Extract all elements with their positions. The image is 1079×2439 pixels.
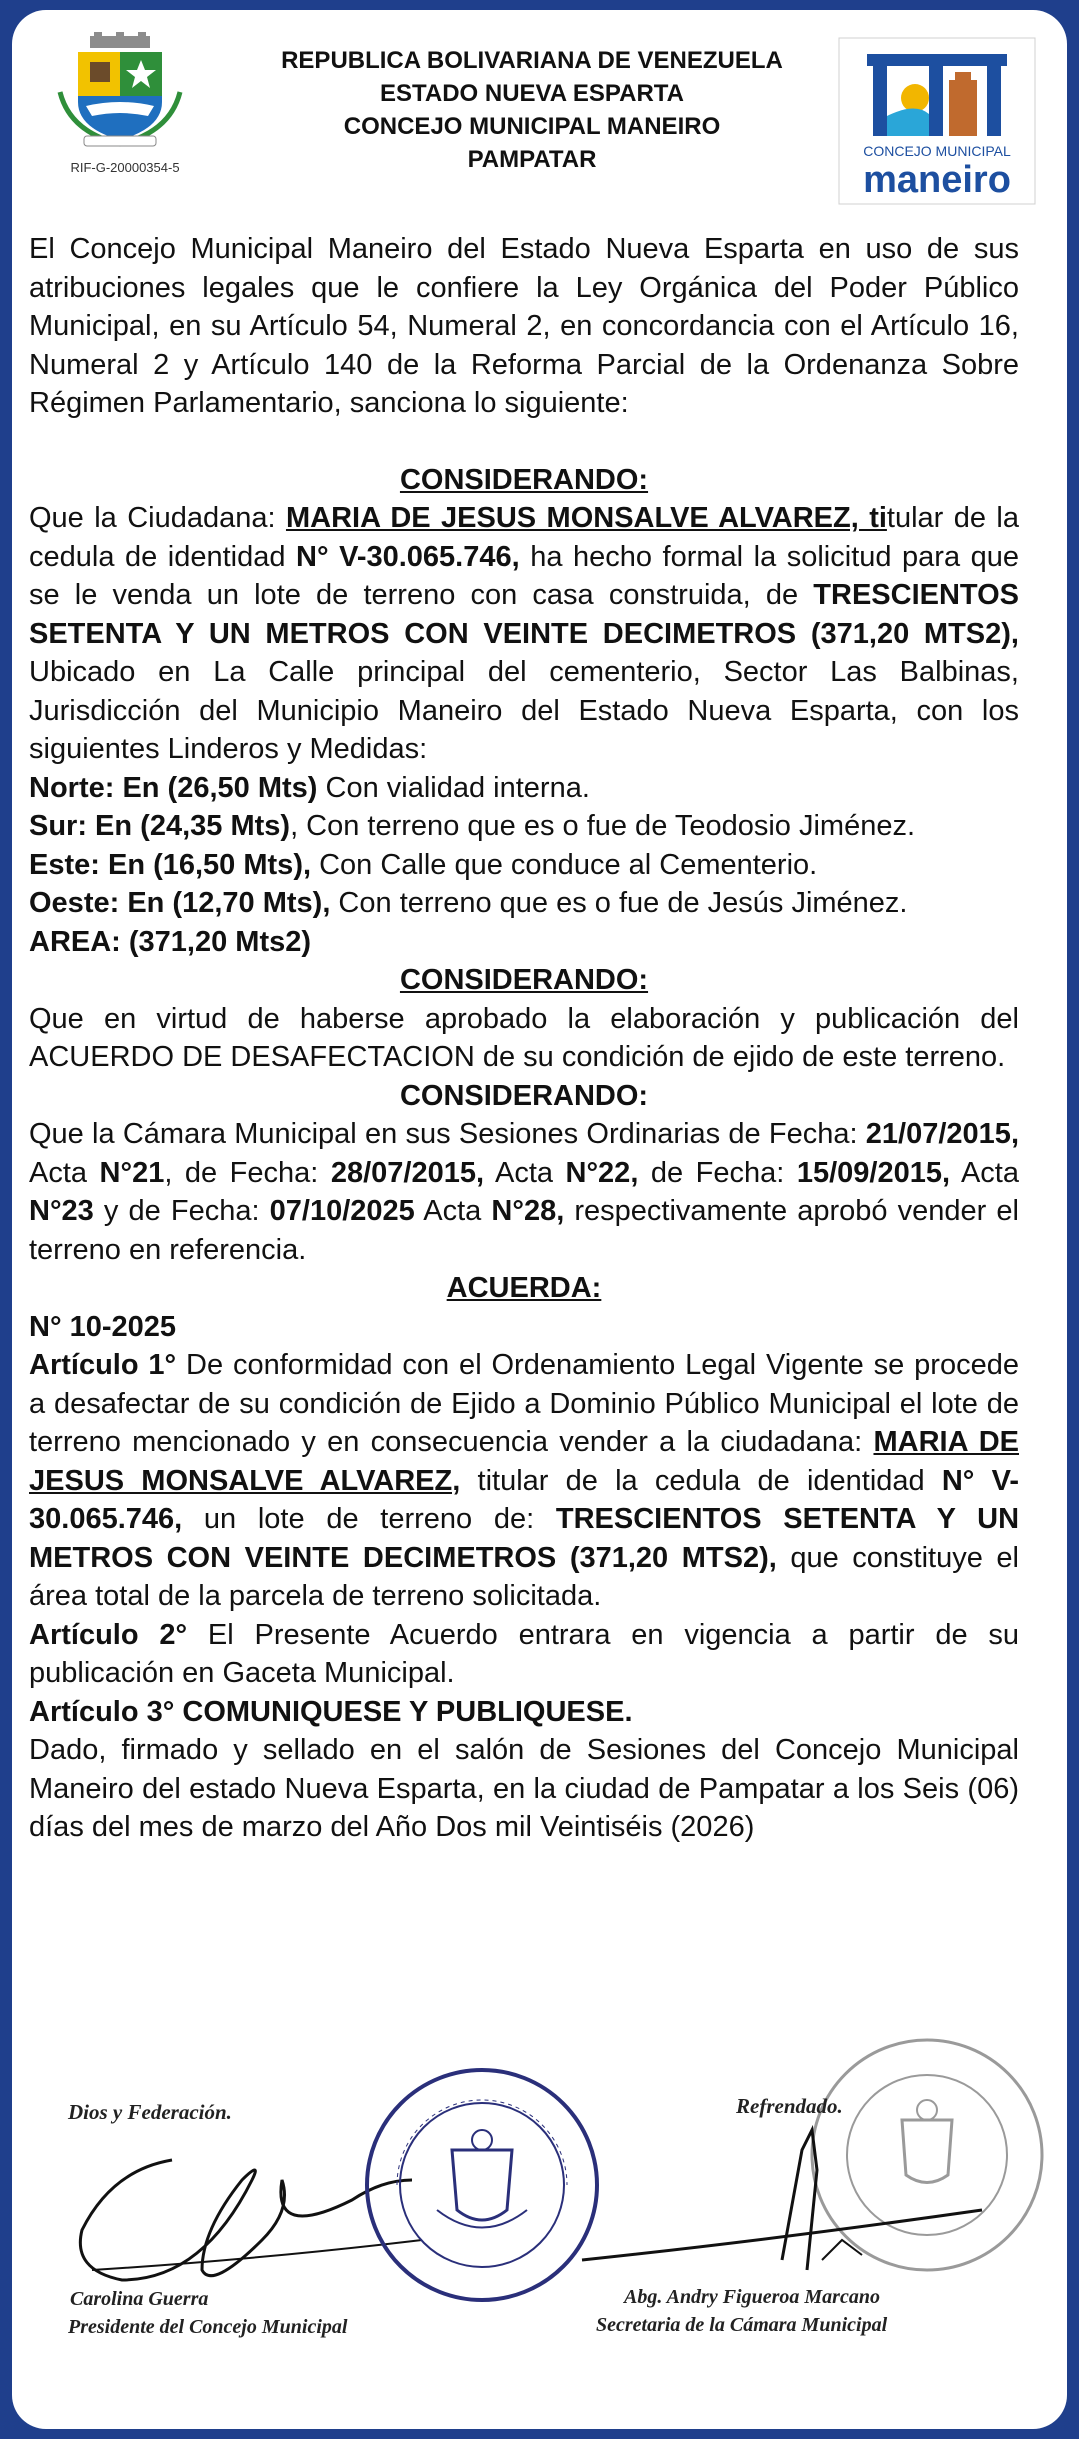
applicant-id: N° V-30.065.746, [296,540,520,573]
document-body [29,230,1019,1847]
header-line-1: REPUBLICA BOLIVARIANA DE VENEZUELA [281,47,783,74]
document-page [12,10,1067,2429]
boundary-este: Este: En (16,50 Mts), Con Calle que conduce al Cementerio. [29,848,818,881]
articulo-2: Artículo 2° El Presente Acuerdo entrara en vigencia a partir de su publicación en Gaceta Municipal. [29,1618,1020,1689]
signature-block [12,2010,1067,2429]
right-signature-icon [572,2110,992,2310]
considerando-2-title: CONSIDERANDO: [399,964,649,996]
closing-paragraph: Dado, firmado y sellado en el salón de Sesiones del Concejo Municipal Maneiro del estado Nueva Esparta, en la ciudad de Pampatar a los Seis (06) días del mes de marzo del Año Dos mil Veintiséis (2026) [29,1734,1019,1843]
rif-number: RIF-G-20000354-5 [70,160,180,175]
considerando-3-title: CONSIDERANDO: [399,1079,649,1112]
letterhead-title [252,44,812,176]
articulo-1: Artículo 1° De conformidad con el Ordenamiento Legal Vigente se procede a desafectar de su condición de Ejido a Dominio Público Municipal el lote de terreno mencionado y en consecuencia vender a la ciudadana: MARIA DE JESUS MONSALVE ALVAREZ, titular de la cedula de identidad N° V-30.065.746, un lote de terreno de: TRESCIENTOS SETENTA Y UN METROS CON VEINTE DECIMETROS (371,20 MTS2), que constituye el área total de la parcela de terreno solicitada. [29,1349,1020,1612]
municipal-crest-icon [50,32,190,152]
concejo-maneiro-logo [837,36,1037,206]
boundary-sur: Sur: En (24,35 Mts), Con terreno que es o fue de Teodosio Jiménez. [29,810,916,842]
considerando-3-paragraph: Que la Cámara Municipal en sus Sesiones Ordinarias de Fecha: 21/07/2015, Acta N°21, de Fecha: 28/07/2015, Acta N°22, de Fecha: 15/09/2015, Acta N°23 y de Fecha: 07/10/2025 Acta N°28, respectivamente aprobó vender el terreno en referencia. [29,1118,1019,1266]
area-in-words: TRESCIENTOS SETENTA Y UN METROS CON VEINTE DECIMETROS (371,20 MTS2), [29,579,1019,650]
total-area: AREA: (371,20 Mts2) [29,925,312,958]
right-signer-name: Abg. Andry Figueroa Marcano [624,2286,880,2308]
header-line-3: CONCEJO MUNICIPAL MANEIRO [343,113,721,140]
logo-big-text: maneiro [863,159,1011,201]
letterhead [12,10,1067,220]
applicant-name: MARIA DE JESUS MONSALVE ALVAREZ, ti [285,502,887,534]
header-line-4: PAMPATAR [467,146,597,173]
logo-small-text: CONCEJO MUNICIPAL [863,143,1011,159]
left-motto: Dios y Federación. [68,2100,232,2124]
boundary-oeste: Oeste: En (12,70 Mts), Con terreno que es o fue de Jesús Jiménez. [29,887,908,919]
left-signer-name: Carolina Guerra [70,2288,209,2310]
left-signer-role: Presidente del Concejo Municipal [68,2316,348,2338]
right-motto: Refrendado. [736,2094,843,2118]
official-seal-icon [357,2060,607,2310]
right-signer-role: Secretaria de la Cámara Municipal [596,2314,888,2336]
header-line-2: ESTADO NUEVA ESPARTA [379,80,685,107]
acuerda-title: ACUERDA: [446,1272,602,1304]
articulo-3: Artículo 3° COMUNIQUESE Y PUBLIQUESE. [29,1695,633,1728]
considerando-2-paragraph: Que en virtud de haberse aprobado la elaboración y publicación del ACUERDO DE DESAFECTACION de su condición de ejido de este terreno. [29,1002,1019,1073]
considerando-1-paragraph: Que la Ciudadana: MARIA DE JESUS MONSALVE ALVAREZ, titular de la cedula de identidad N° V-30.065.746, ha hecho formal la solicitud para que se le venda un lote de terreno con casa construida, de TRESCIENTOS SETENTA Y UN METROS CON VEINTE DECIMETROS (371,20 MTS2), Ubicado en La Calle principal del cementerio, Sector Las Balbinas, Jurisdicción del Municipio Maneiro del Estado Nueva Esparta, con los siguientes Linderos y Medidas: [29,502,1019,765]
acuerdo-number: N° 10-2025 [29,1310,177,1343]
intro-paragraph: El Concejo Municipal Maneiro del Estado Nueva Esparta en uso de sus atribuciones legales que le confiere la Ley Orgánica del Poder Público Municipal, en su Artículo 54, Numeral 2, en concordancia con el Artículo 16, Numeral 2 y Artículo 140 de la Reforma Parcial de la Ordenanza Sobre Régimen Parlamentario, sanciona lo siguiente: [29,233,1019,419]
considerando-1-title: CONSIDERANDO: [399,463,649,496]
boundary-norte: Norte: En (26,50 Mts) Con vialidad interna. [29,771,590,804]
